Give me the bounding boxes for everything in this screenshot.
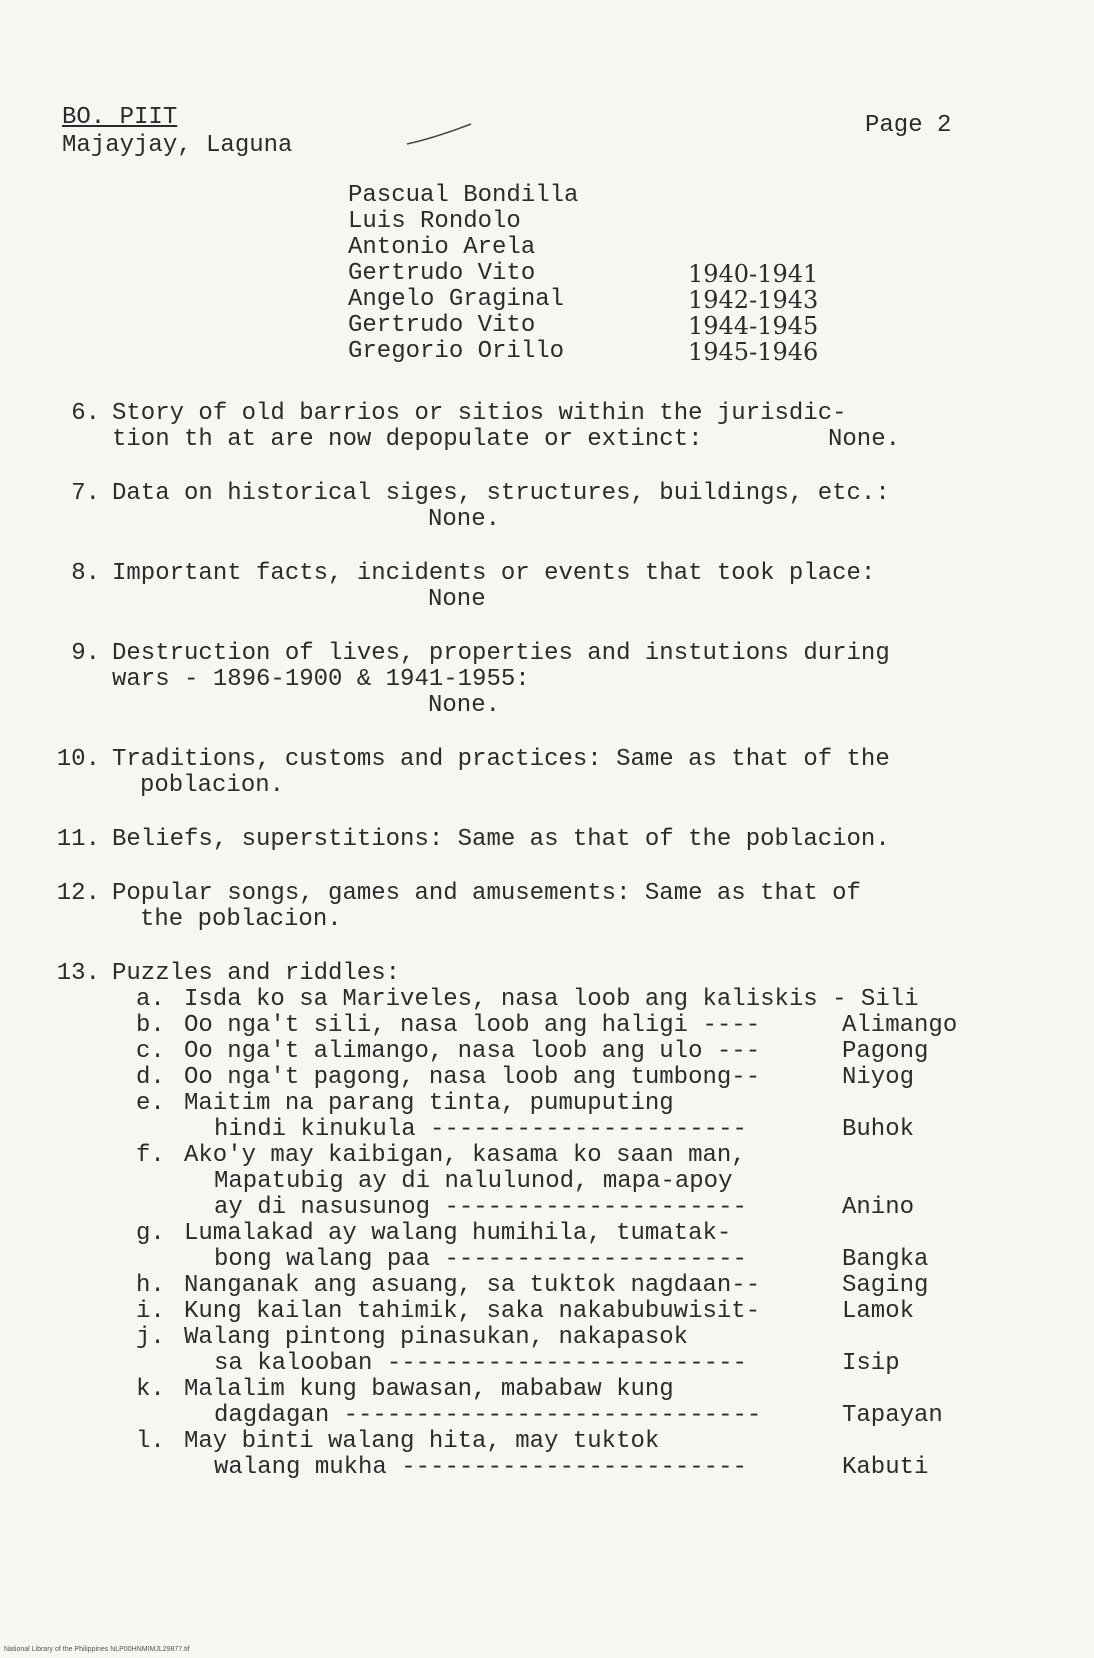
riddle-letter: j. (136, 1324, 165, 1351)
item-number: 9. (71, 640, 100, 667)
riddle-letter: h. (136, 1272, 165, 1299)
riddle-text: May binti walang hita, may tuktok (184, 1428, 660, 1455)
riddle-answer: Pagong (842, 1038, 929, 1065)
riddle-text-cont: hindi kinukula ---------------------- (214, 1116, 747, 1143)
item-number: 11. (56, 826, 100, 853)
official-term: 1945-1946 (688, 338, 819, 366)
official-name: Pascual Bondilla (348, 182, 579, 209)
riddle-letter: f. (136, 1142, 165, 1169)
riddle-answer: Alimango (842, 1012, 958, 1039)
riddle-letter: g. (136, 1220, 165, 1247)
item-number: 13. (56, 960, 100, 987)
riddle-text-cont: sa kalooban ------------------------- (214, 1350, 747, 1377)
riddle-text-cont: walang mukha ------------------------ (214, 1454, 747, 1481)
riddle-text: Oo nga't pagong, nasa loob ang tumbong-- (184, 1064, 761, 1091)
riddle-text: Maitim na parang tinta, pumuputing (184, 1090, 674, 1117)
riddle-answer: Isip (842, 1350, 900, 1377)
item-6-text: Story of old barrios or sitios within the jurisdic- (112, 400, 847, 427)
riddle-text-cont: bong walang paa --------------------- (214, 1246, 747, 1273)
official-name: Gertrudo Vito (348, 260, 536, 287)
item-10-text: Traditions, customs and practices: Same as that of the (112, 746, 890, 773)
official-name: Gregorio Orillo (348, 338, 565, 365)
riddle-letter: d. (136, 1064, 165, 1091)
official-term: 1940-1941 (688, 260, 819, 288)
item-number: 6. (71, 400, 100, 427)
riddle-text-cont: Mapatubig ay di nalulunod, mapa-apoy (214, 1168, 733, 1195)
item-12-text: Popular songs, games and amusements: Same as that of (112, 880, 861, 907)
barrio-title: BO. PIIT (62, 104, 178, 131)
item-number: 8. (71, 560, 100, 587)
item-8-text: Important facts, incidents or events that took place: (112, 560, 876, 587)
riddle-answer: Bangka (842, 1246, 929, 1273)
item-12-text-cont: the poblacion. (140, 906, 342, 933)
page-number: Page 2 (865, 112, 952, 139)
item-6-answer: None. (828, 426, 901, 453)
riddle-text: Ako'y may kaibigan, kasama ko saan man, (184, 1142, 746, 1169)
riddle-text: Malalim kung bawasan, mababaw kung (184, 1376, 674, 1403)
riddle-text: Kung kailan tahimik, saka nakabubuwisit- (184, 1298, 761, 1325)
riddle-text: Lumalakad ay walang humihila, tumatak- (184, 1220, 732, 1247)
riddle-text: Oo nga't alimango, nasa loob ang ulo --- (184, 1038, 761, 1065)
riddle-letter: l. (136, 1428, 165, 1455)
item-6-text-cont: tion th at are now depopulate or extinct: (112, 426, 703, 453)
riddle-letter: e. (136, 1090, 165, 1117)
riddle-letter: i. (136, 1298, 165, 1325)
riddle-letter: b. (136, 1012, 165, 1039)
riddle-answer: Saging (842, 1272, 929, 1299)
riddle-answer: Niyog (842, 1064, 915, 1091)
item-number: 10. (56, 746, 100, 773)
official-name: Antonio Arela (348, 234, 536, 261)
item-number: 7. (71, 480, 100, 507)
riddle-answer: Buhok (842, 1116, 915, 1143)
riddle-answer: Anino (842, 1194, 915, 1221)
riddle-letter: a. (136, 986, 165, 1013)
riddle-answer: Lamok (842, 1298, 915, 1325)
item-11-text: Beliefs, superstitions: Same as that of the poblacion. (112, 826, 890, 853)
riddle-text: Isda ko sa Mariveles, nasa loob ang kaliskis - Sili (184, 986, 919, 1013)
item-9-answer: None. (428, 692, 501, 719)
item-13-text: Puzzles and riddles: (112, 960, 401, 987)
item-7-text: Data on historical siges, structures, buildings, etc.: (112, 480, 890, 507)
item-9-text: Destruction of lives, properties and instutions during (112, 640, 890, 667)
riddle-text-cont: dagdagan ----------------------------- (214, 1402, 762, 1429)
riddle-text: Oo nga't sili, nasa loob ang haligi ---- (184, 1012, 761, 1039)
item-number: 12. (56, 880, 100, 907)
riddle-text: Nanganak ang asuang, sa tuktok nagdaan-- (184, 1272, 761, 1299)
riddle-answer: Kabuti (842, 1454, 929, 1481)
riddle-answer: Tapayan (842, 1402, 943, 1429)
official-name: Luis Rondolo (348, 208, 521, 235)
riddle-letter: c. (136, 1038, 165, 1065)
item-9-text-cont: wars - 1896-1900 & 1941-1955: (112, 666, 530, 693)
official-name: Angelo Graginal (348, 286, 565, 313)
municipality: Majayjay, Laguna (62, 132, 293, 159)
riddle-text: Walang pintong pinasukan, nakapasok (184, 1324, 689, 1351)
riddle-text-cont: ay di nasusunog --------------------- (214, 1194, 747, 1221)
official-name: Gertrudo Vito (348, 312, 536, 339)
official-term: 1942-1943 (688, 286, 819, 314)
pen-stroke-mark (405, 122, 473, 148)
official-term: 1944-1945 (688, 312, 819, 340)
item-10-text-cont: poblacion. (140, 772, 285, 799)
scan-footer: National Library of the Philippines NLP00HNMIMJL29877.tif (4, 1646, 190, 1653)
riddle-letter: k. (136, 1376, 165, 1403)
item-8-answer: None (428, 586, 486, 613)
item-7-answer: None. (428, 506, 501, 533)
